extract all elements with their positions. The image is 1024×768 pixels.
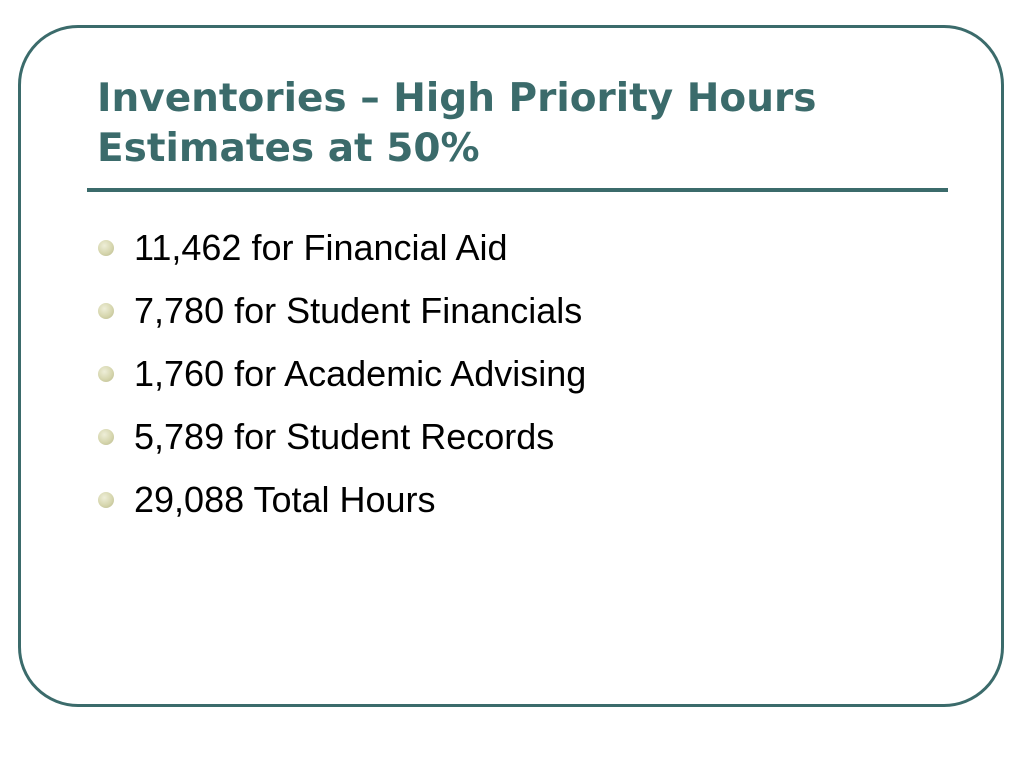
bullet-text: 5,789 for Student Records <box>134 415 555 457</box>
bullet-item <box>98 468 586 531</box>
bullet-text: 7,780 for Student Financials <box>134 289 583 331</box>
title-underline <box>87 188 948 192</box>
bullet-text: 1,760 for Academic Advising <box>134 352 587 394</box>
bullet-dot-icon <box>98 240 114 256</box>
title-line-1: Inventories – High Priority Hours <box>97 76 817 121</box>
bullet-dot-icon <box>98 366 114 382</box>
bullet-list <box>98 216 586 531</box>
bullet-item <box>98 216 586 279</box>
bullet-item <box>98 279 586 342</box>
slide-title <box>97 74 957 174</box>
title-line-2: Estimates at 50% <box>97 126 480 171</box>
bullet-dot-icon <box>98 429 114 445</box>
bullet-item <box>98 342 586 405</box>
bullet-text: 11,462 for Financial Aid <box>134 226 508 268</box>
bullet-text: 29,088 Total Hours <box>134 478 436 520</box>
bullet-item <box>98 405 586 468</box>
bullet-dot-icon <box>98 492 114 508</box>
bullet-dot-icon <box>98 303 114 319</box>
